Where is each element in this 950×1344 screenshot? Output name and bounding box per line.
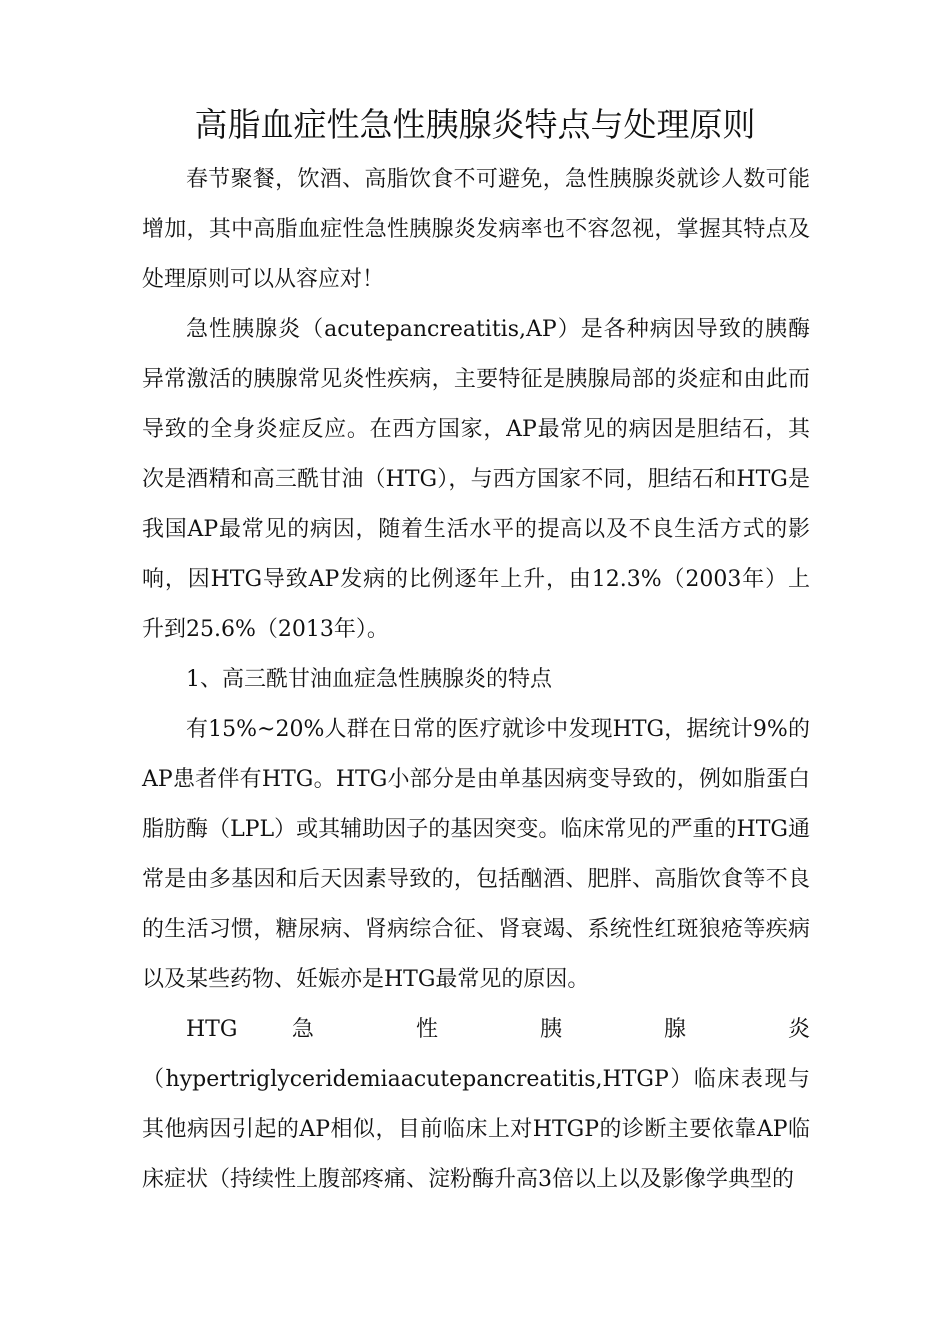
document-title: 高脂血症性急性胰腺炎特点与处理原则	[194, 105, 756, 144]
paragraph-ap-definition: 急性胰腺炎（acutepancreatitis,AP）是各种病因导致的胰酶异常激活的胰腺常见炎性疾病，主要特征是胰腺局部的炎症和由此而导致的全身炎症反应。在西方国家，AP最常见的病因是胆结石，其次是酒精和高三酰甘油（HTG），与西方国家不同，胆结石和HTG是我国AP最常见的病因，随着生活水平的提高以及不良生活方式的影响，因HTG导致AP发病的比例逐年上升，由12.3%（2003年）上升到25.6%（2013年）。	[142, 317, 810, 642]
paragraph-intro: 春节聚餐，饮酒、高脂饮食不可避免，急性胰腺炎就诊人数可能增加，其中高脂血症性急性胰腺炎发病率也不容忽视，掌握其特点及处理原则可以从容应对！	[142, 167, 810, 292]
paragraph-htgp-spread-line: HTG 急 性 胰 腺 炎	[186, 1017, 810, 1042]
document-body	[142, 155, 810, 1205]
paragraph-htg-causes: 有15%~20%人群在日常的医疗就诊中发现HTG，据统计9%的AP患者伴有HTG。HTG小部分是由单基因病变导致的，例如脂蛋白脂肪酶（LPL）或其辅助因子的基因突变。临床常见的严重的HTG通常是由多基因和后天因素导致的，包括酗酒、肥胖、高脂饮食等不良的生活习惯，糖尿病、肾病综合征、肾衰竭、系统性红斑狼疮等疾病以及某些药物、妊娠亦是HTG最常见的原因。	[142, 717, 810, 992]
paragraph-htgp-diagnosis: （hypertriglyceridemiaacutepancreatitis,HTGP）临床表现与其他病因引起的AP相似，目前临床上对HTGP的诊断主要依靠AP临床症状（持续性上腹部疼痛、淀粉酶升高3倍以上以及影像学典型的	[142, 1067, 810, 1192]
section-heading-htg-features: 1、高三酰甘油血症急性胰腺炎的特点	[186, 667, 552, 692]
